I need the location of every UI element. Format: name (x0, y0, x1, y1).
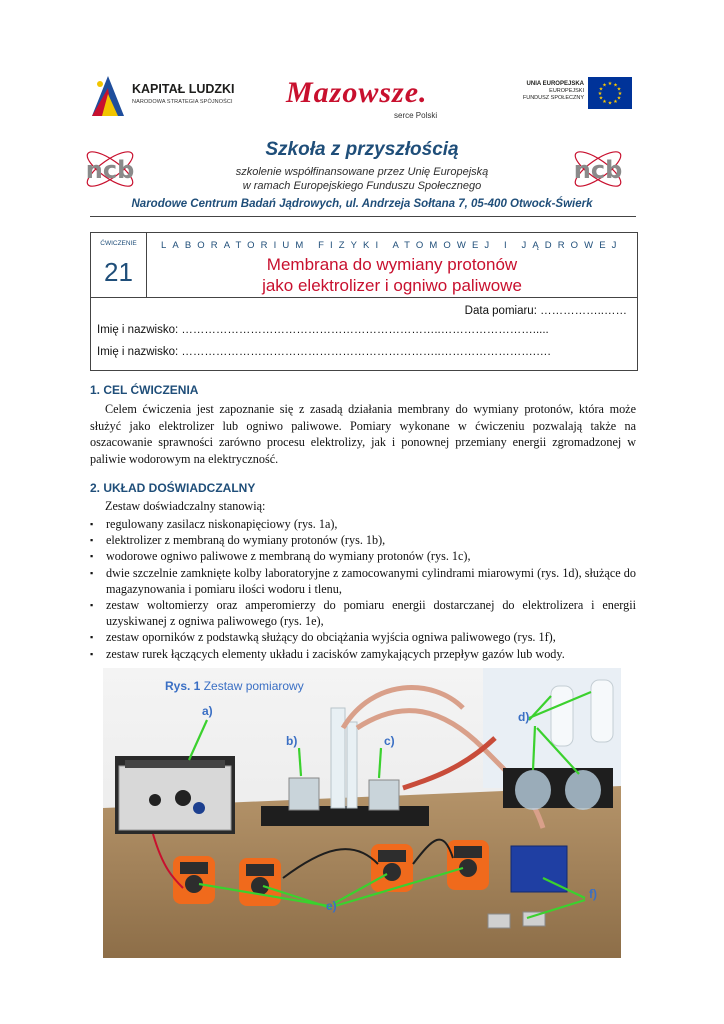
equipment-item: ▪ zestaw woltomierzy oraz amperomierzy do pomiaru energii dostarczanej do elektrolizera i energii uzyskiwanej z ogniwa paliwowego (rys. 1e), (90, 597, 636, 629)
institute-address: Narodowe Centrum Badań Jądrowych, ul. Andrzeja Sołtana 7, 05-400 Otwock-Świerk (131, 198, 593, 210)
exercise-title-divider (146, 297, 637, 298)
school-subtitle-1: szkolenie współfinansowane przez Unię Europejską (235, 166, 489, 178)
eu-line-2: EUROPEJSKI (549, 88, 584, 94)
header-divider (90, 216, 636, 217)
setup-photo-illustration (103, 668, 621, 958)
svg-text:ncb: ncb (85, 156, 135, 184)
eu-line-3: FUNDUSZ SPOŁECZNY (522, 95, 584, 101)
svg-text:★: ★ (616, 86, 622, 93)
exercise-number-cell (91, 233, 147, 298)
student-name-field-1[interactable]: Imię i nazwisko: …………………………………………………………..……………………..... (97, 324, 549, 336)
section-1-body: Celem ćwiczenia jest zapoznanie się z zasadą działania membrany do wymiany protonów, która może służyć jako elektrolizer lub ogniwo paliwowe. Pomiary wykonane w ćwiczeniu pozwalają także na oszacowanie sprawności zarówno procesu elektrolizy, jak i ponownej przemiany energii zgromadzonej w paliwie wodorowym na elektryczność. (90, 402, 636, 466)
svg-text:★: ★ (598, 86, 604, 93)
kapital-ludzki-logo (88, 70, 238, 126)
section-1-heading: 1. CEL ĆWICZENIA (90, 383, 199, 397)
kapital-ludzki-title: KAPITAŁ LUDZKI (132, 82, 235, 96)
eu-text (522, 81, 584, 102)
label-f: f) (589, 887, 597, 901)
section-2-heading: 2. UKŁAD DOŚWIADCZALNY (90, 481, 256, 495)
equipment-item: ▪ zestaw oporników z podstawką służący do obciążania wyjścia ogniwa paliwowego (rys. 1f), (90, 629, 636, 645)
school-subtitle-2: w ramach Europejskiego Funduszu Społecznego (242, 180, 482, 192)
equipment-item: ▪ elektrolizer z membraną do wymiany protonów (rys. 1b), (90, 532, 636, 548)
measurement-date-field[interactable]: Data pomiaru: ……………..…… (464, 305, 627, 317)
mazowsze-logo (286, 78, 456, 128)
svg-text:★: ★ (613, 99, 618, 105)
svg-text:★: ★ (598, 95, 604, 102)
label-b: b) (286, 734, 298, 748)
school-title: Szkoła z przyszłością (265, 139, 459, 160)
equipment-item: ▪ regulowany zasilacz niskonapięciowy (rys. 1a), (90, 516, 636, 532)
equipment-item: ▪ wodorowe ogniwo paliwowe z membraną do wymiany protonów (rys. 1c), (90, 548, 636, 564)
exercise-header-box (90, 232, 638, 371)
svg-text:★: ★ (602, 99, 607, 105)
eu-logo (522, 77, 632, 111)
svg-text:★: ★ (607, 81, 613, 87)
section-1-text (90, 401, 636, 467)
svg-text:★: ★ (597, 91, 603, 97)
exercise-label: ĆWICZENIE (100, 240, 137, 247)
mazowsze-wordmark: Mazowsze. (286, 76, 428, 109)
figure-caption-text: Zestaw pomiarowy (200, 679, 304, 693)
svg-text:ncb: ncb (573, 156, 623, 184)
equipment-item: ▪ dwie szczelnie zamknięte kolby laboratoryjne z zamocowanymi cylindrami miarowymi (rys. 1d), służące do magazynowania i pomiaru ilości wodoru i tlenu, (90, 565, 636, 597)
section-2-intro: Zestaw doświadczalny stanowią: (105, 499, 266, 513)
figure-caption (165, 679, 304, 693)
label-a: a) (202, 704, 213, 718)
figure-caption-number: Rys. 1 (165, 679, 201, 693)
label-c: c) (384, 734, 395, 748)
svg-text:★: ★ (617, 91, 623, 97)
mazowsze-tagline: serce Polski (394, 111, 438, 120)
laboratory-name: LABORATORIUM FIZYKI ATOMOWEJ I JĄDROWEJ (161, 240, 623, 251)
eu-flag-icon (588, 77, 632, 109)
eu-line-1: UNIA EUROPEJSKA (526, 81, 584, 87)
exercise-number: 21 (104, 257, 133, 287)
svg-text:★: ★ (616, 95, 622, 102)
kapital-ludzki-subtitle: NARODOWA STRATEGIA SPÓJNOŚCI (132, 99, 233, 105)
figure-1-photo (103, 668, 621, 958)
label-e: e) (326, 899, 337, 913)
label-d: d) (518, 710, 530, 724)
kapital-ludzki-emblem (88, 72, 128, 120)
equipment-item: ▪ zestaw rurek łączących elementy układu i zacisków zamykających przepływ gazów lub wody. (90, 646, 636, 662)
svg-text:★: ★ (613, 82, 618, 89)
equipment-list (90, 516, 636, 662)
exercise-title-line-1: Membrana do wymiany protonów (266, 255, 518, 274)
exercise-title-line-2: jako elektrolizer i ogniwo paliwowe (262, 276, 522, 295)
student-name-field-2[interactable]: Imię i nazwisko: …………………………………………………………..…………………….…. (97, 346, 551, 358)
svg-text:★: ★ (602, 82, 607, 89)
svg-text:★: ★ (607, 100, 613, 107)
